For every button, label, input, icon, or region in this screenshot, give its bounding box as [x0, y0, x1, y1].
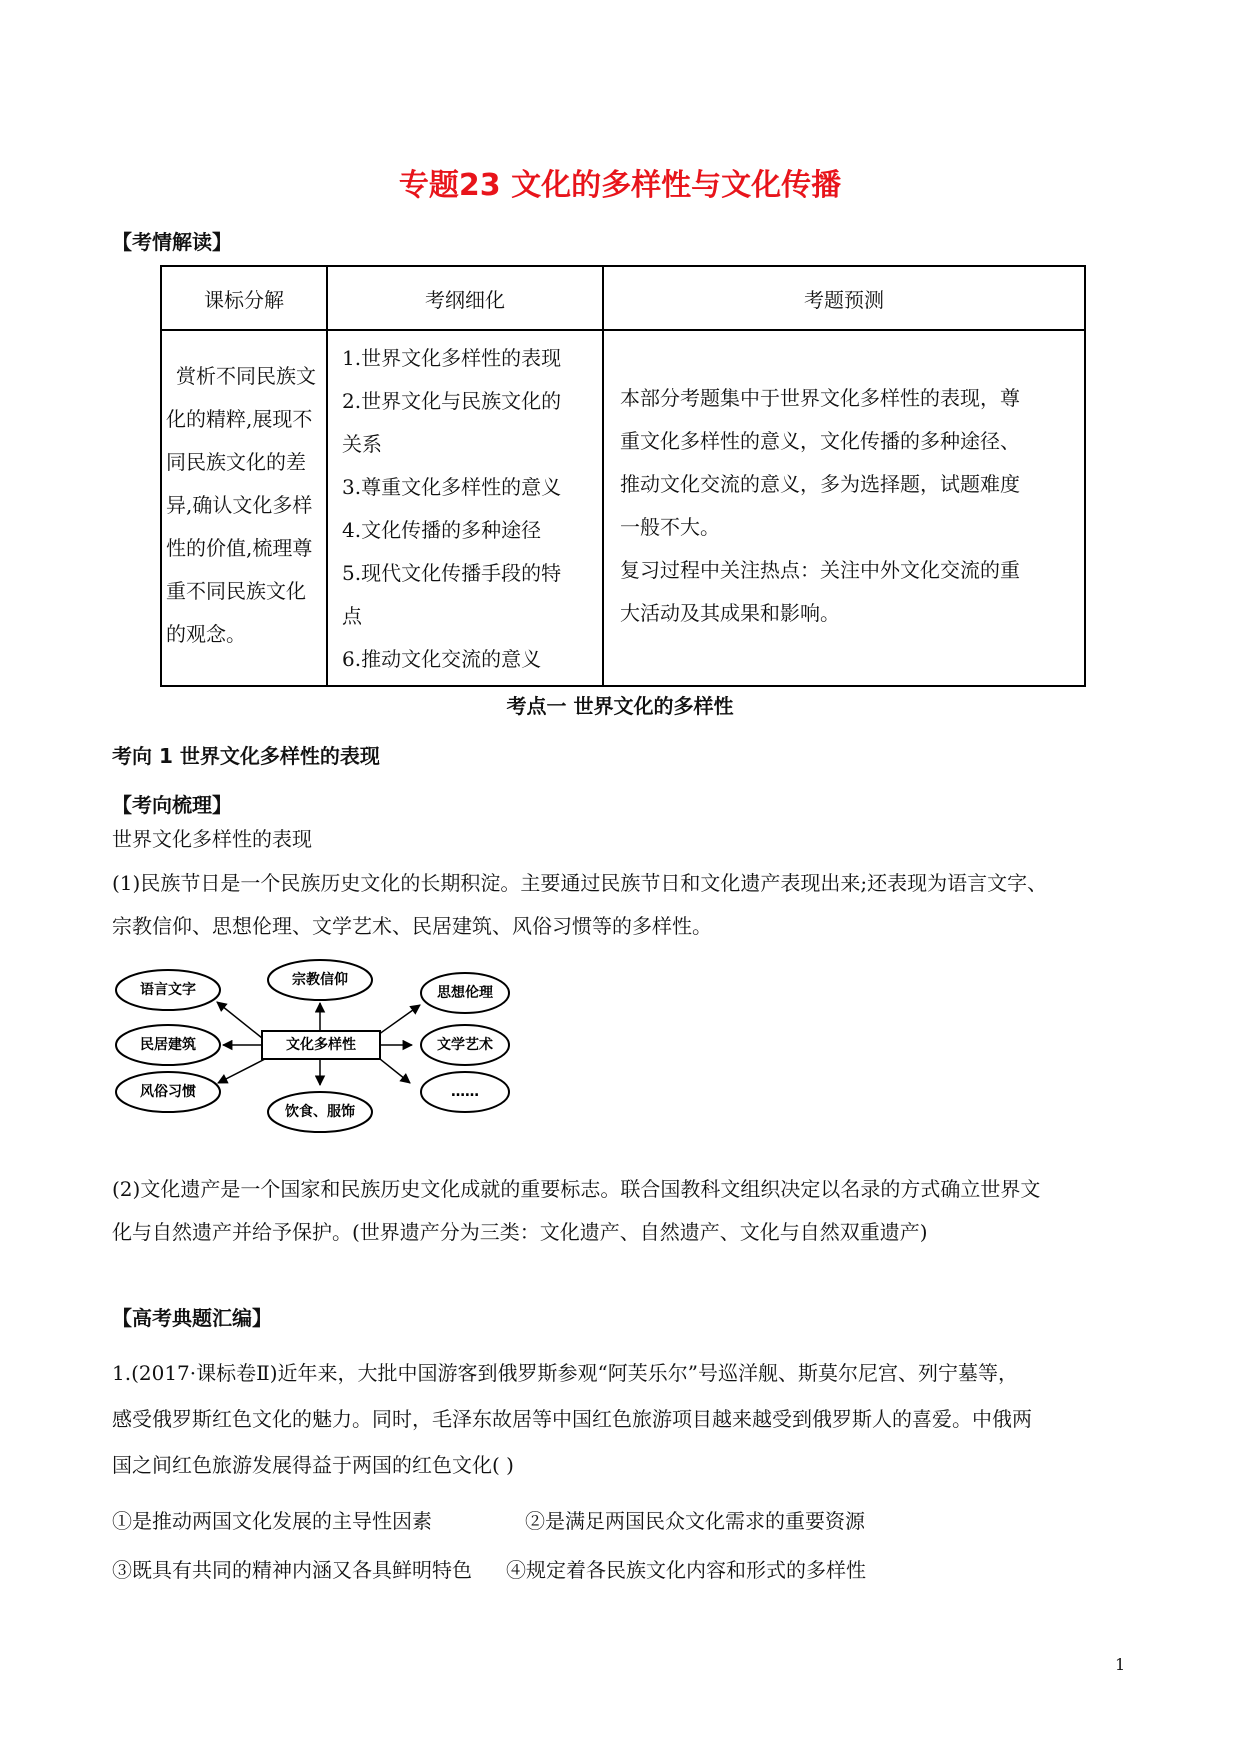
cell-line: 性的价值,梳理尊	[166, 536, 313, 560]
paragraph-2	[112, 1168, 1132, 1254]
question-line: 1.(2017·课标卷Ⅱ)近年来，大批中国游客到俄罗斯参观“阿芙乐尔”号巡洋舰、斯莫尔尼宫、列宁墓等，	[112, 1361, 1018, 1385]
table-cell-yuce	[603, 330, 1085, 686]
diagram-node-sixiang: 思想伦理	[437, 985, 493, 1001]
diagram-node-wenxue: 文学艺术	[437, 1037, 493, 1053]
option-1: ①是推动两国文化发展的主导性因素	[112, 1509, 432, 1533]
table-cell-kebiao	[161, 330, 327, 686]
section-kaoqing-heading: 【考情解读】	[112, 230, 232, 254]
cell-line: 1.世界文化多样性的表现	[342, 346, 562, 370]
diagram-center-label: 文化多样性	[286, 1037, 356, 1053]
question-line: 国之间红色旅游发展得益于两国的红色文化( )	[112, 1453, 514, 1477]
shuli-heading: 【考向梳理】	[112, 793, 232, 817]
diagram-node-yinshi: 饮食、服饰	[285, 1104, 355, 1120]
diagram-arrow	[217, 1002, 262, 1038]
question-1	[112, 1350, 1132, 1488]
cell-line: 大活动及其成果和影响。	[620, 601, 840, 625]
option-2: ②是满足两国民众文化需求的重要资源	[525, 1509, 865, 1533]
cell-line: 关系	[342, 432, 382, 456]
paragraph-line: (1)民族节日是一个民族历史文化的长期积淀。主要通过民族节日和文化遗产表现出来;还表现为语言文字、	[112, 871, 1048, 895]
cell-line: 的观念。	[166, 622, 246, 646]
diagram-node-zongjiao: 宗教信仰	[292, 972, 348, 988]
table-header-kebiao: 课标分解	[161, 266, 327, 330]
diagram-node-minju: 民居建筑	[140, 1037, 196, 1053]
cell-line: 5.现代文化传播手段的特	[342, 561, 562, 585]
paragraph-line: 宗教信仰、思想伦理、文学艺术、民居建筑、风俗习惯等的多样性。	[112, 914, 712, 938]
cell-line: 本部分考题集中于世界文化多样性的表现，尊	[620, 386, 1020, 410]
cell-line: 点	[342, 604, 362, 628]
diagram-node-yuyan: 语言文字	[140, 982, 196, 998]
cell-line: 化的精粹,展现不	[166, 407, 313, 431]
kaoxiang-heading: 考向 1 世界文化多样性的表现	[112, 744, 380, 768]
cell-line: 4.文化传播的多种途径	[342, 518, 542, 542]
culture-diversity-diagram	[110, 955, 510, 1155]
diagram-node-fengsu: 风俗习惯	[140, 1084, 196, 1100]
shuli-title: 世界文化多样性的表现	[112, 827, 312, 851]
diagram-arrow	[375, 1005, 420, 1037]
page-title: 专题23 文化的多样性与文化传播	[398, 168, 842, 203]
cell-line: 赏析不同民族文	[176, 364, 316, 388]
cell-line: 异,确认文化多样	[166, 493, 313, 517]
cell-line: 一般不大。	[620, 515, 720, 539]
option-4: ④规定着各民族文化内容和形式的多样性	[506, 1558, 866, 1582]
gaokao-heading: 【高考典题汇编】	[112, 1306, 272, 1330]
page-number: 1	[1115, 1655, 1126, 1674]
cell-line: 3.尊重文化多样性的意义	[342, 475, 562, 499]
cell-line: 重文化多样性的意义，文化传播的多种途径、	[620, 429, 1020, 453]
cell-line: 复习过程中关注热点：关注中外文化交流的重	[620, 558, 1020, 582]
diagram-arrow	[218, 1059, 265, 1083]
cell-line: 推动文化交流的意义，多为选择题，试题难度	[620, 472, 1020, 496]
kaodian-heading: 考点一 世界文化的多样性	[506, 694, 734, 718]
cell-line: 2.世界文化与民族文化的	[342, 389, 562, 413]
table-cell-kaogang	[327, 330, 603, 686]
kaoqing-table	[160, 265, 1086, 687]
diagram-node-ellipsis: ……	[451, 1084, 479, 1100]
option-3: ③既具有共同的精神内涵又各具鲜明特色	[112, 1558, 472, 1582]
table-header-yuce: 考题预测	[603, 266, 1085, 330]
cell-line: 重不同民族文化	[166, 579, 306, 603]
table-header-kaogang: 考纲细化	[327, 266, 603, 330]
paragraph-1	[112, 862, 1132, 948]
paragraph-line: 化与自然遗产并给予保护。(世界遗产分为三类：文化遗产、自然遗产、文化与自然双重遗产)	[112, 1220, 928, 1244]
question-line: 感受俄罗斯红色文化的魅力。同时，毛泽东故居等中国红色旅游项目越来越受到俄罗斯人的喜爱。中俄两	[112, 1407, 1032, 1431]
cell-line: 6.推动文化交流的意义	[342, 647, 542, 671]
cell-line: 同民族文化的差	[166, 450, 306, 474]
paragraph-line: (2)文化遗产是一个国家和民族历史文化成就的重要标志。联合国教科文组织决定以名录的方式确立世界文	[112, 1177, 1041, 1201]
